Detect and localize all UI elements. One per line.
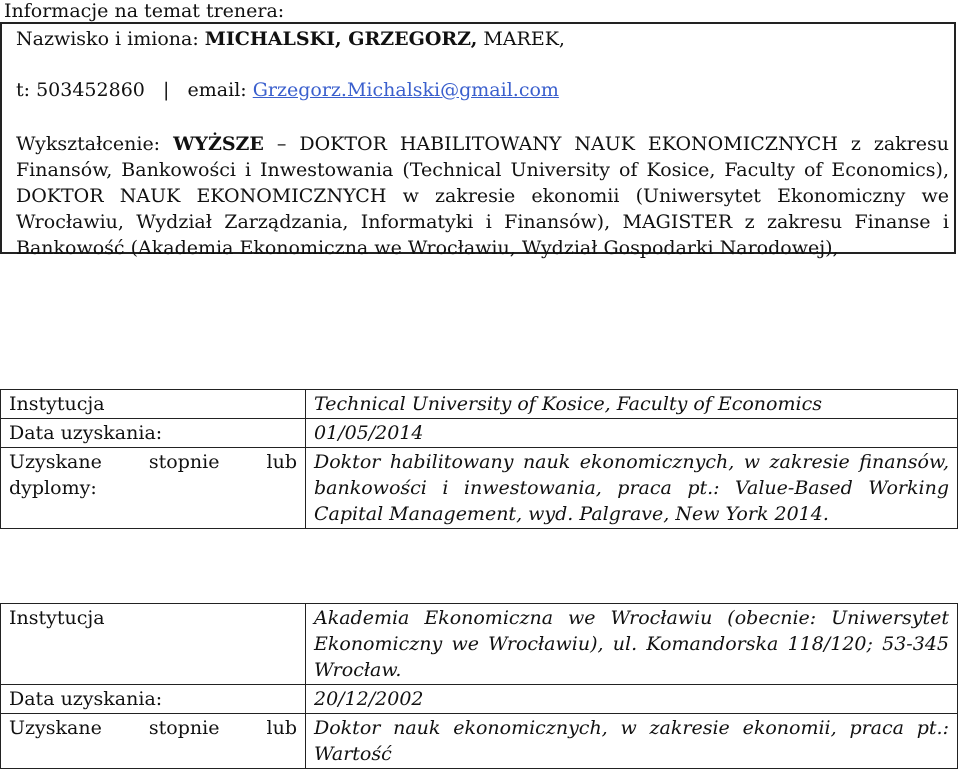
table-row bbox=[1, 714, 958, 769]
name-bold: MICHALSKI, GRZEGORZ, bbox=[204, 28, 478, 50]
trainer-contact bbox=[16, 79, 559, 101]
name-suffix: MAREK, bbox=[477, 28, 565, 50]
degree-table-1 bbox=[0, 389, 958, 529]
degree-value: Doktor habilitowany nauk ekonomicznych, w zakresie finansów, bankowości i inwestowania, praca pt.: Value-Based Working Capital Management, wyd. Palgrave, New York 2014. bbox=[306, 448, 958, 529]
date-value: 01/05/2014 bbox=[306, 419, 958, 448]
name-prefix: Nazwisko i imiona: bbox=[16, 28, 205, 50]
degree-label-word: stopnie bbox=[148, 717, 220, 739]
degree-label-word: Uzyskane bbox=[9, 717, 102, 739]
degree-label bbox=[1, 448, 306, 529]
section-title: Informacje na temat trenera: bbox=[4, 0, 285, 22]
table-row bbox=[1, 448, 958, 529]
institution-label: Instytucja bbox=[1, 390, 306, 419]
degree-value: Doktor nauk ekonomicznych, w zakresie ekonomii, praca pt.: Wartość bbox=[306, 714, 958, 769]
education-bold: WYŻSZE bbox=[173, 133, 264, 155]
date-value: 20/12/2002 bbox=[306, 685, 958, 714]
degree-label-word: lub bbox=[266, 451, 297, 473]
email-label: email: bbox=[187, 79, 253, 101]
degree-label-tail: dyplomy: bbox=[9, 477, 97, 499]
institution-value: Akademia Ekonomiczna we Wrocławiu (obecnie: Uniwersytet Ekonomiczny we Wrocławiu), ul. Komandorska 118/120; 53-345 Wrocław. bbox=[306, 604, 958, 685]
degree-label-word: stopnie bbox=[148, 451, 220, 473]
table-row bbox=[1, 390, 958, 419]
email-link[interactable]: Grzegorz.Michalski@gmail.com bbox=[252, 79, 559, 101]
table-row bbox=[1, 685, 958, 714]
separator: | bbox=[163, 79, 170, 101]
degree-label-word: Uzyskane bbox=[9, 451, 102, 473]
education-text bbox=[16, 131, 949, 261]
education-body: – DOKTOR HABILITOWANY NAUK EKONOMICZNYCH z zakresu Finansów, Bankowości i Inwestowania (Technical University of Kosice, Faculty of Economics), DOKTOR NAUK EKONOMICZNYCH w zakresie ekonomii (Uniwersytet Ekonomiczny we Wrocławiu, Wydział Zarządzania, Informatyki i Finansów), MAGISTER z zakresu Finanse i Bankowość (Akademia Ekonomiczna we Wrocławiu, Wydział Gospodarki Narodowej), bbox=[16, 133, 949, 259]
table-row bbox=[1, 419, 958, 448]
trainer-info-box bbox=[0, 22, 956, 259]
institution-value: Technical University of Kosice, Faculty of Economics bbox=[306, 390, 958, 419]
date-label: Data uzyskania: bbox=[1, 419, 306, 448]
table-row bbox=[1, 604, 958, 685]
date-label: Data uzyskania: bbox=[1, 685, 306, 714]
degree-label bbox=[1, 714, 306, 769]
education-prefix: Wykształcenie: bbox=[16, 133, 174, 155]
trainer-name bbox=[16, 28, 565, 50]
phone: t: 503452860 bbox=[16, 79, 145, 101]
institution-label: Instytucja bbox=[1, 604, 306, 685]
degree-table-2 bbox=[0, 603, 958, 769]
degree-label-word: lub bbox=[266, 717, 297, 739]
